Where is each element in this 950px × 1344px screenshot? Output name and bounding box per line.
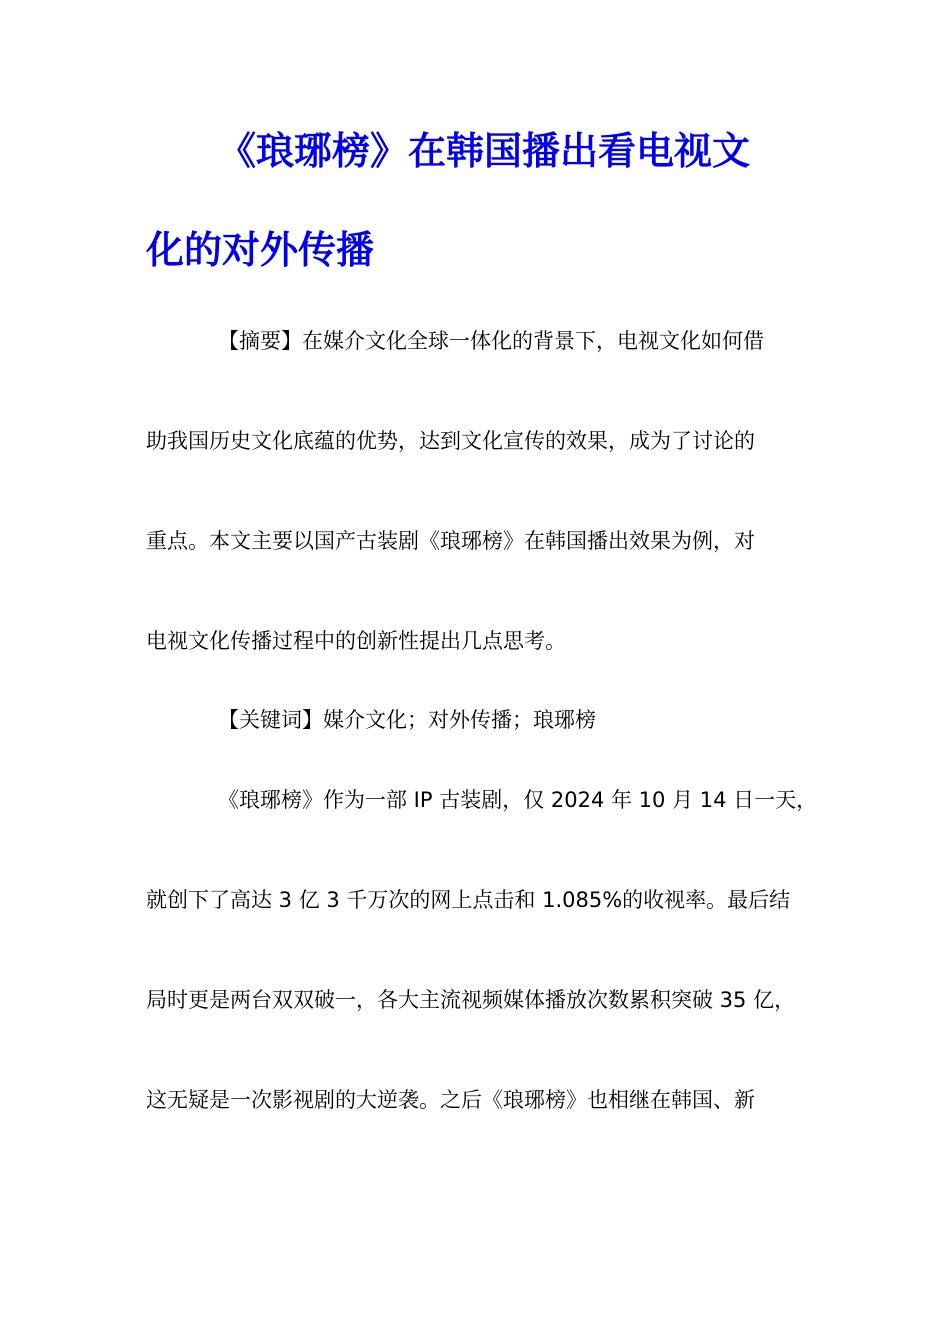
- body-line-1: 《琅琊榜》作为一部 IP 古装剧，仅 2024 年 10 月 14 日一天，: [218, 788, 818, 812]
- abstract-line-1: 【摘要】在媒介文化全球一体化的背景下，电视文化如何借: [218, 329, 764, 353]
- body-line-4: 这无疑是一次影视剧的大逆袭。之后《琅琊榜》也相继在韩国、新: [146, 1088, 755, 1112]
- keywords-line: 【关键词】媒介文化；对外传播；琅琊榜: [218, 708, 596, 732]
- body-line-3: 局时更是两台双双破一，各大主流视频媒体播放次数累积突破 35 亿，: [146, 988, 796, 1012]
- title-line-1: 《琅琊榜》在韩国播出看电视文: [218, 129, 751, 173]
- abstract-line-4: 电视文化传播过程中的创新性提出几点思考。: [146, 629, 566, 653]
- body-line-2: 就创下了高达 3 亿 3 千万次的网上点击和 1.085%的收视率。最后结: [146, 888, 791, 912]
- abstract-line-3: 重点。本文主要以国产古装剧《琅琊榜》在韩国播出效果为例，对: [146, 529, 755, 553]
- title-line-2: 化的对外传播: [146, 228, 375, 272]
- abstract-line-2: 助我国历史文化底蕴的优势，达到文化宣传的效果，成为了讨论的: [146, 429, 755, 453]
